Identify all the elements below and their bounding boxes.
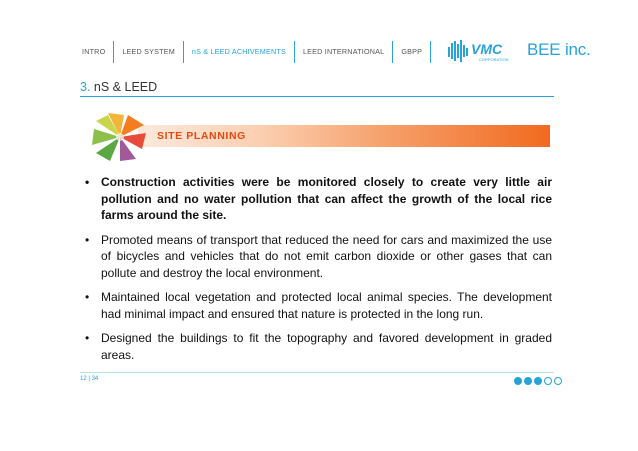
top-nav <box>78 40 431 64</box>
nav-gbpp[interactable]: GBPP <box>393 41 431 63</box>
bullet-list <box>80 174 552 371</box>
bullet-item: • Maintained local vegetation and protected local animal species. The development had minimal impact and ensured that nature is protected in the long run. <box>80 289 552 322</box>
vmc-logo <box>447 37 523 65</box>
progress-dots <box>514 377 562 385</box>
nav-ns-leed-achievements[interactable]: nS & LEED ACHIVEMENTS <box>184 41 295 63</box>
title-divider <box>80 96 554 97</box>
progress-dot[interactable] <box>514 377 522 385</box>
bullet-item: • Promoted means of transport that reduced the need for cars and maximized the use of bicycles and vehicles that do not emit carbon dioxide or other gases that can pollute and destroy the local environment. <box>80 232 552 282</box>
page-title-number: 3. <box>80 80 91 94</box>
bee-inc-logo: BEE inc. <box>527 40 591 59</box>
section-title: SITE PLANNING <box>157 130 246 142</box>
footer-divider <box>80 372 554 373</box>
bullet-item: • Construction activities were be monitored closely to create very little air pollution and no water pollution that can affect the growth of the local rice farms around the site. <box>80 174 552 224</box>
bullet-item: • Designed the buildings to fit the topography and favored development in graded areas. <box>80 330 552 363</box>
progress-dot[interactable] <box>534 377 542 385</box>
progress-dot[interactable] <box>524 377 532 385</box>
page-title-text: nS & LEED <box>93 80 158 94</box>
page-title <box>80 80 157 94</box>
nav-leed-system[interactable]: LEED SYSTEM <box>114 41 184 63</box>
leed-flower-icon <box>90 111 148 163</box>
vmc-logo-subtext: CORPORATION <box>479 57 509 62</box>
page-number: 12 | 34 <box>80 376 99 382</box>
nav-intro[interactable]: INTRO <box>78 41 114 63</box>
vmc-logo-text: VMC <box>471 41 503 57</box>
progress-dot[interactable] <box>554 377 562 385</box>
nav-leed-international[interactable]: LEED INTERNATIONAL <box>295 41 393 63</box>
vmc-bars-icon <box>448 40 468 62</box>
progress-dot[interactable] <box>544 377 552 385</box>
